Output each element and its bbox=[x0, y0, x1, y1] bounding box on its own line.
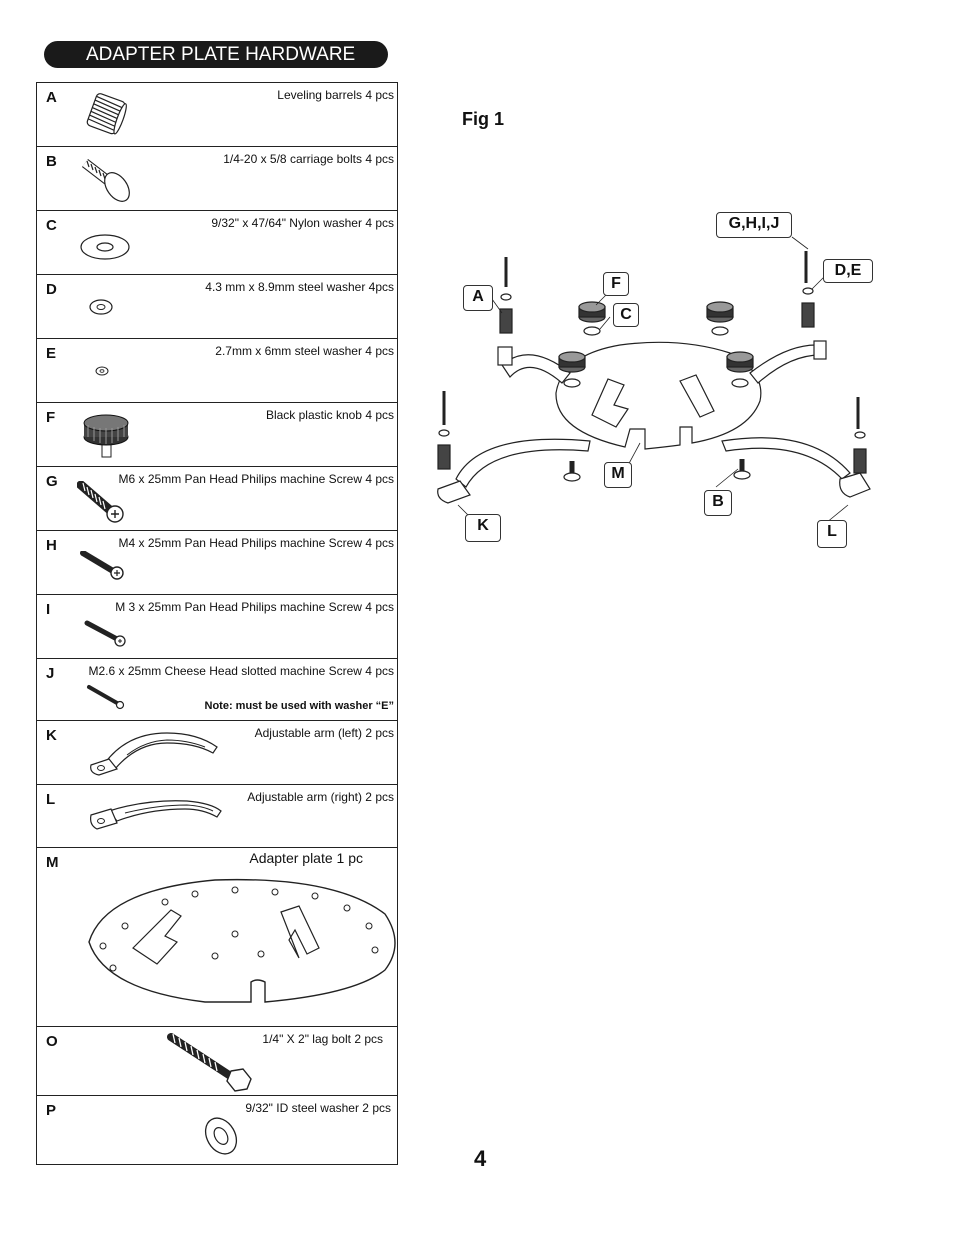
part-letter: K bbox=[46, 727, 57, 744]
part-row-c bbox=[36, 210, 398, 275]
callout-l: L bbox=[817, 520, 847, 548]
part-description: Adapter plate 1 pc bbox=[249, 850, 363, 866]
part-description: M6 x 25mm Pan Head Philips machine Screw 4 pcs bbox=[118, 472, 394, 486]
part-description: Black plastic knob 4 pcs bbox=[265, 408, 394, 422]
m26-screw-icon bbox=[85, 683, 129, 711]
callout-b: B bbox=[704, 490, 732, 516]
figure-label: Fig 1 bbox=[462, 109, 505, 129]
m6-screw-icon bbox=[77, 481, 129, 525]
plastic-knob-icon bbox=[79, 409, 135, 461]
part-row-k bbox=[36, 720, 398, 785]
lag-bolt-icon bbox=[167, 1033, 257, 1095]
part-description: 1/4" X 2" lag bolt 2 pcs bbox=[262, 1032, 383, 1046]
part-row-a bbox=[36, 82, 398, 147]
exploded-assembly-diagram bbox=[430, 205, 890, 565]
part-description: 1/4-20 x 5/8 carriage bolts 4 pcs bbox=[223, 152, 394, 166]
page-number: 4 bbox=[474, 1146, 487, 1171]
callout-de: D,E bbox=[823, 259, 873, 283]
callout-k: K bbox=[465, 514, 501, 542]
part-description: 2.7mm x 6mm steel washer 4 pcs bbox=[215, 344, 394, 358]
part-description: Adjustable arm (right) 2 pcs bbox=[247, 790, 394, 804]
nylon-washer-icon bbox=[77, 229, 137, 265]
part-description: Leveling barrels 4 pcs bbox=[277, 88, 394, 102]
callout-c: C bbox=[613, 303, 639, 327]
part-description: 9/32" ID steel washer 2 pcs bbox=[245, 1101, 391, 1115]
part-description: 9/32" x 47/64" Nylon washer 4 pcs bbox=[211, 216, 394, 230]
part-letter: M bbox=[46, 854, 59, 871]
part-letter: A bbox=[46, 89, 57, 106]
part-description: M2.6 x 25mm Cheese Head slotted machine Screw 4 pcs bbox=[88, 664, 394, 678]
part-row-d bbox=[36, 274, 398, 339]
left-arm-icon bbox=[87, 725, 223, 781]
right-arm-icon bbox=[87, 797, 227, 841]
part-row-f bbox=[36, 402, 398, 467]
part-letter: O bbox=[46, 1033, 58, 1050]
part-row-j bbox=[36, 658, 398, 721]
callout-a: A bbox=[463, 285, 493, 311]
callout-ghij: G,H,I,J bbox=[716, 212, 792, 238]
part-letter: J bbox=[46, 665, 55, 682]
adapter-plate-icon bbox=[85, 874, 405, 1014]
leveling-barrel-icon bbox=[77, 89, 137, 139]
part-letter: P bbox=[46, 1102, 57, 1119]
part-row-m bbox=[36, 847, 398, 1027]
part-row-h bbox=[36, 530, 398, 595]
part-row-e bbox=[36, 338, 398, 403]
part-description: M4 x 25mm Pan Head Philips machine Screw 4 pcs bbox=[118, 536, 394, 550]
part-letter: L bbox=[46, 791, 56, 808]
part-letter: H bbox=[46, 537, 57, 554]
part-row-g bbox=[36, 466, 398, 531]
carriage-bolt-icon bbox=[77, 153, 137, 205]
part-letter: B bbox=[46, 153, 57, 170]
part-row-l bbox=[36, 784, 398, 848]
part-letter: I bbox=[46, 601, 51, 618]
part-row-o bbox=[36, 1026, 398, 1096]
steel-washer-icon bbox=[87, 297, 117, 317]
m3-screw-icon bbox=[83, 619, 129, 649]
part-note: Note: must be used with washer “E” bbox=[204, 700, 394, 712]
part-letter: G bbox=[46, 473, 58, 490]
part-letter: C bbox=[46, 217, 57, 234]
steel-id-washer-icon bbox=[197, 1114, 247, 1158]
part-description: 4.3 mm x 8.9mm steel washer 4pcs bbox=[205, 280, 394, 294]
part-letter: D bbox=[46, 281, 57, 298]
part-letter: F bbox=[46, 409, 56, 426]
section-title: ADAPTER PLATE HARDWARE bbox=[44, 41, 388, 68]
part-row-i bbox=[36, 594, 398, 659]
part-description: M 3 x 25mm Pan Head Philips machine Screw 4 pcs bbox=[115, 600, 394, 614]
part-row-b bbox=[36, 146, 398, 211]
callout-m: M bbox=[604, 462, 632, 488]
callout-f: F bbox=[603, 272, 629, 296]
part-description: Adjustable arm (left) 2 pcs bbox=[254, 726, 394, 740]
part-row-p bbox=[36, 1095, 398, 1165]
m4-screw-icon bbox=[79, 551, 129, 581]
part-letter: E bbox=[46, 345, 57, 362]
small-washer-icon bbox=[93, 364, 113, 378]
